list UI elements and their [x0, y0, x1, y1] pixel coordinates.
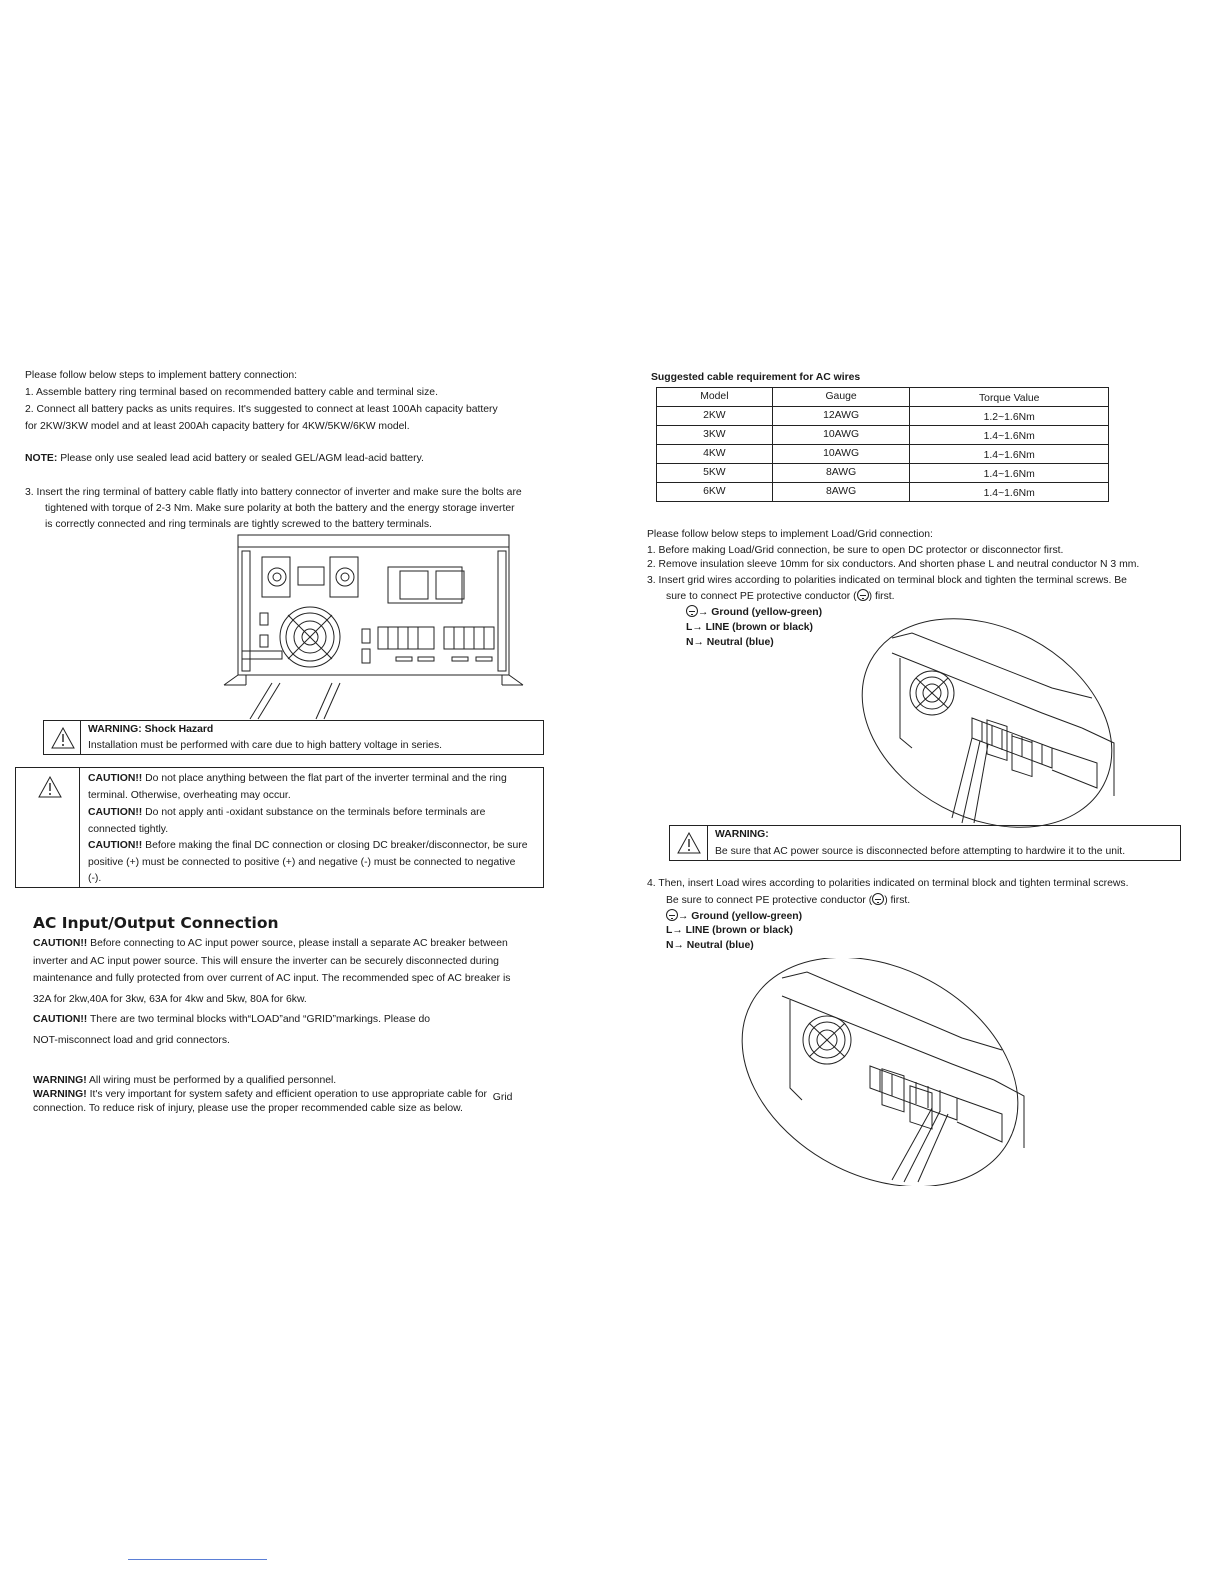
load-grid-step-3a: 3. Insert grid wires according to polarities indicated on terminal block and tighten the terminal screws. Be	[647, 575, 1127, 586]
ac-caution1-line1: CAUTION!! Before connecting to AC input power source, please install a separate AC breaker between	[33, 938, 508, 949]
warning-triangle-icon	[38, 776, 62, 798]
caution-box	[15, 767, 544, 888]
battery-step-1: 1. Assemble battery ring terminal based on recommended battery cable and terminal size.	[25, 387, 438, 398]
battery-step-2b: for 2KW/3KW model and at least 200Ah capacity battery for 4KW/5KW/6KW model.	[25, 421, 410, 432]
ac-caution2-line1: CAUTION!! There are two terminal blocks with“LOAD”and “GRID”markings. Please do	[33, 1014, 431, 1025]
table-cell: 4KW	[657, 445, 773, 464]
cable-table-title: Suggested cable requirement for AC wires	[651, 372, 861, 383]
ac-disconnect-warning-box	[669, 825, 1181, 861]
caution3-line2: positive (+) must be connected to positive (+) and negative (-) must be connected to negative	[88, 857, 516, 868]
table-cell: 1.4~1.6Nm	[910, 426, 1109, 445]
inverter-battery-diagram	[222, 533, 527, 720]
ac-section-heading: AC Input/Output Connection	[33, 914, 279, 932]
table-header-cell: Gauge	[772, 388, 910, 407]
ground-legend: → Ground (yellow-green)	[686, 605, 822, 620]
table-cell: 5KW	[657, 464, 773, 483]
ac-caution2-line2: NOT-misconnect load and grid connectors.	[33, 1035, 230, 1046]
neutral-legend-2: N→ Neutral (blue)	[666, 940, 754, 951]
note-label: NOTE:	[25, 453, 58, 464]
table-header-cell: Torque Value	[910, 388, 1109, 407]
grid-wiring-diagram	[852, 618, 1122, 828]
table-cell: 8AWG	[772, 483, 910, 502]
warning1-title: WARNING: Shock Hazard	[88, 724, 214, 735]
caution2-line1: CAUTION!! Do not apply anti -oxidant substance on the terminals before terminals are	[88, 807, 486, 818]
table-row	[657, 426, 1109, 445]
battery-step-3c: is correctly connected and ring terminals are tightly screwed to the battery terminals.	[45, 519, 432, 530]
battery-step-3a: 3. Insert the ring terminal of battery cable flatly into battery connector of inverter and make sure the bolts are	[25, 487, 522, 498]
grid-word: Grid	[492, 1092, 513, 1103]
ac-caution1-line2: inverter and AC input power source. This will ensure the inverter can be securely disconnected during	[33, 956, 499, 967]
table-header-row	[657, 388, 1109, 407]
caution3-line1: CAUTION!! Before making the final DC connection or closing DC breaker/disconnector, be sure	[88, 840, 528, 851]
line-legend: L→ LINE (brown or black)	[686, 622, 814, 633]
caution1-line1: CAUTION!! Do not place anything between the flat part of the inverter terminal and the ring	[88, 773, 507, 784]
table-row	[657, 407, 1109, 426]
table-cell: 2KW	[657, 407, 773, 426]
ground-symbol-icon	[686, 605, 698, 617]
table-cell: 10AWG	[772, 445, 910, 464]
load-grid-intro: Please follow below steps to implement Load/Grid connection:	[647, 529, 933, 540]
ground-symbol-icon	[666, 909, 678, 921]
battery-step-3b: tightened with torque of 2-3 Nm. Make sure polarity at both the battery and the energy storage inverter	[45, 503, 515, 514]
warning-triangle-icon	[51, 727, 75, 749]
table-row	[657, 483, 1109, 502]
table-cell: 1.4~1.6Nm	[910, 483, 1109, 502]
note-text: Please only use sealed lead acid battery or sealed GEL/AGM lead-acid battery.	[57, 453, 424, 464]
table-cell: 10AWG	[772, 426, 910, 445]
battery-note	[25, 452, 424, 466]
load-wiring-diagram	[732, 958, 1028, 1186]
load-step-4b: Be sure to connect PE protective conductor ( ) first.	[666, 895, 911, 906]
battery-intro: Please follow below steps to implement battery connection:	[25, 370, 298, 381]
ground-symbol-icon	[857, 589, 869, 601]
table-header-cell: Model	[657, 388, 773, 407]
ac-caution1-line4: 32A for 2kw,40A for 3kw, 63A for 4kw and 5kw, 80A for 6kw.	[33, 994, 307, 1005]
table-cell: 6KW	[657, 483, 773, 502]
table-row	[657, 464, 1109, 483]
table-cell: 1.4~1.6Nm	[910, 464, 1109, 483]
table-row	[657, 445, 1109, 464]
ac-warning2-line1: WARNING! It's very important for system safety and efficient operation to use appropriate cable for Grid	[33, 1089, 513, 1103]
load-grid-step-2: 2. Remove insulation sleeve 10mm for six conductors. And shorten phase L and neutral conductor N 3 mm.	[647, 559, 1140, 570]
table-cell: 1.4~1.6Nm	[910, 445, 1109, 464]
neutral-legend: N→ Neutral (blue)	[686, 637, 774, 648]
table-cell: 3KW	[657, 426, 773, 445]
ground-symbol-icon	[872, 893, 884, 905]
right-warning-title: WARNING:	[715, 829, 769, 840]
table-cell: 1.2~1.6Nm	[910, 407, 1109, 426]
warning-triangle-icon	[677, 832, 701, 854]
line-legend-2: L→ LINE (brown or black)	[666, 925, 794, 936]
ac-caution1-line3: maintenance and fully protected from over current of AC input. The recommended spec of AC breaker is	[33, 973, 511, 984]
cable-requirement-table	[656, 387, 1109, 502]
caution2-line2: connected tightly.	[88, 824, 169, 835]
warning1-text: Installation must be performed with care due to high battery voltage in series.	[88, 740, 443, 751]
ground-legend-2: → Ground (yellow-green)	[666, 909, 802, 924]
load-grid-step-1: 1. Before making Load/Grid connection, be sure to open DC protector or disconnector first.	[647, 545, 1064, 556]
right-warning-text: Be sure that AC power source is disconnected before attempting to hardwire it to the unit.	[715, 846, 1126, 857]
load-grid-step-3b: sure to connect PE protective conductor ( ) first.	[666, 591, 895, 602]
load-step-4a: 4. Then, insert Load wires according to polarities indicated on terminal block and tighten terminal screws.	[647, 878, 1129, 889]
shock-hazard-warning-box	[43, 720, 544, 755]
ac-warning1: WARNING! All wiring must be performed by a qualified personnel.	[33, 1075, 337, 1086]
link-underline	[128, 1559, 267, 1560]
battery-step-2a: 2. Connect all battery packs as units requires. It's suggested to connect at least 100Ah capacity battery	[25, 404, 498, 415]
caution3-line3: (-).	[88, 873, 102, 884]
table-cell: 8AWG	[772, 464, 910, 483]
caution1-line2: terminal. Otherwise, overheating may occur.	[88, 790, 291, 801]
table-cell: 12AWG	[772, 407, 910, 426]
ac-warning2-line2: connection. To reduce risk of injury, please use the proper recommended cable size as below.	[33, 1103, 463, 1114]
